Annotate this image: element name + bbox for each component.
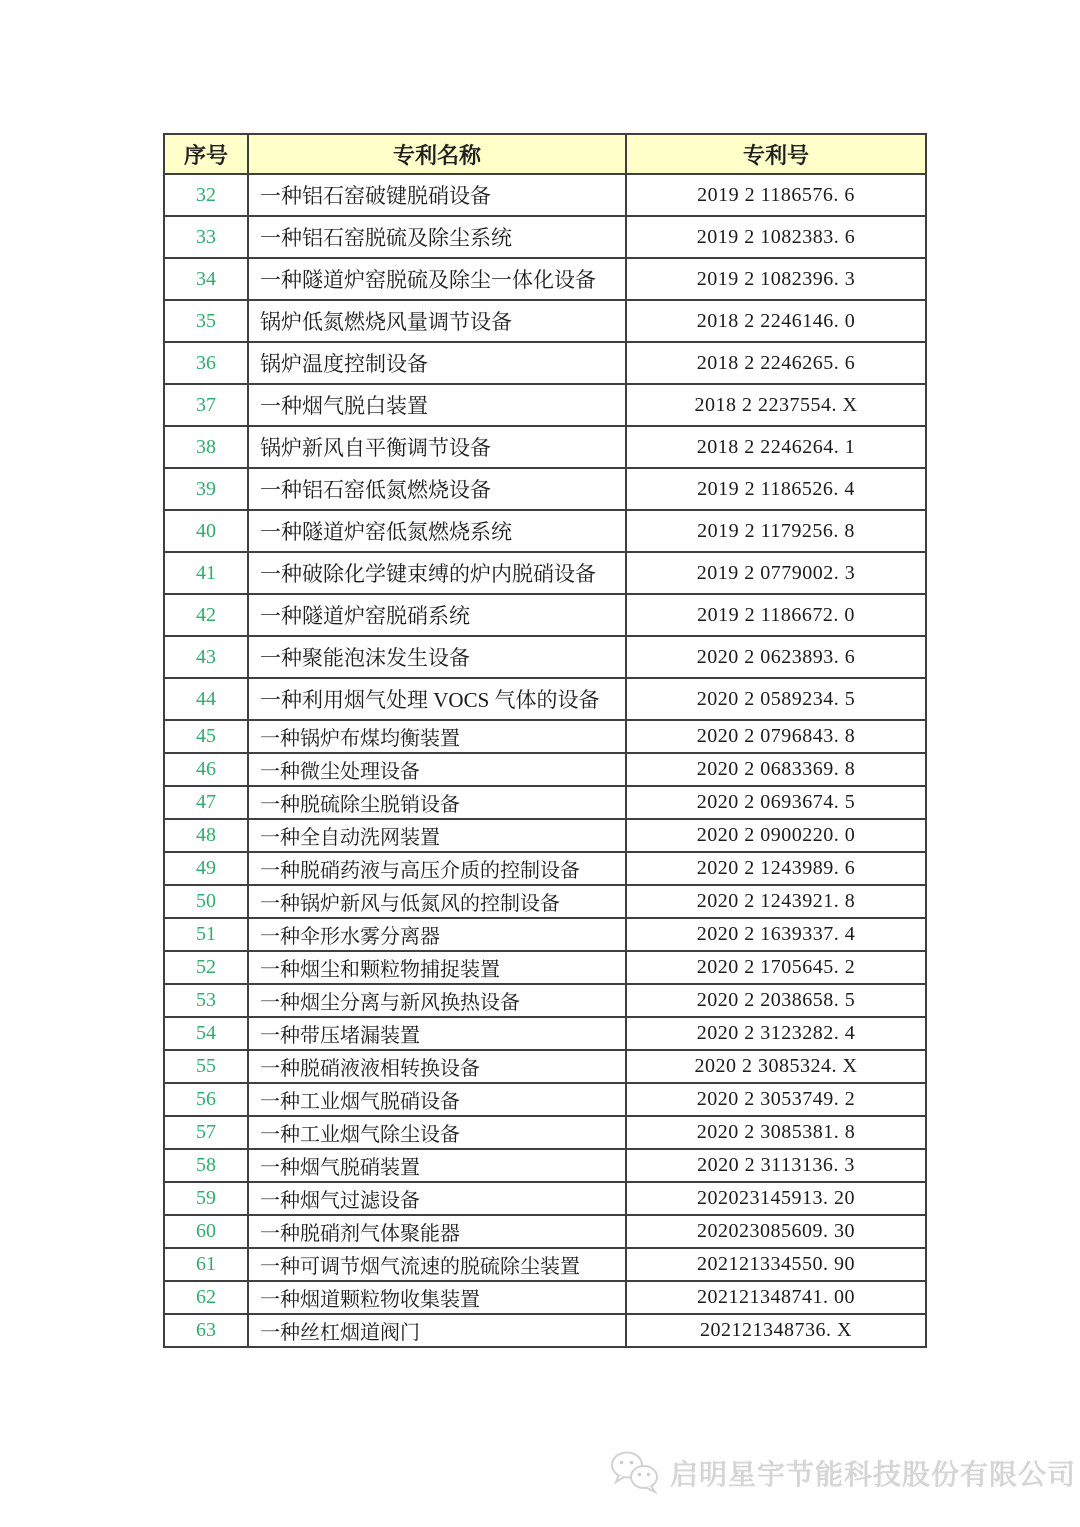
row-number: 50 <box>164 885 248 918</box>
patent-number: 2019 2 0779002. 3 <box>626 552 926 594</box>
table-row <box>164 174 926 216</box>
header-patent-number: 专利号 <box>626 134 926 174</box>
table-row <box>164 1116 926 1149</box>
table-row <box>164 1083 926 1116</box>
table-row <box>164 1017 926 1050</box>
table-row <box>164 1050 926 1083</box>
patent-name: 一种铝石窑低氮燃烧设备 <box>248 468 626 510</box>
patent-table-body <box>164 174 926 1347</box>
patent-number: 202121334550. 90 <box>626 1248 926 1281</box>
table-row <box>164 951 926 984</box>
patent-name: 一种烟气脱硝装置 <box>248 1149 626 1182</box>
patent-number: 2020 2 3085324. X <box>626 1050 926 1083</box>
patent-number: 2019 2 1186672. 0 <box>626 594 926 636</box>
row-number: 39 <box>164 468 248 510</box>
patent-number: 2020 2 1639337. 4 <box>626 918 926 951</box>
patent-name: 一种利用烟气处理 VOCS 气体的设备 <box>248 678 626 720</box>
patent-number: 2020 2 1705645. 2 <box>626 951 926 984</box>
patent-number: 2020 2 0683369. 8 <box>626 753 926 786</box>
patent-number: 2020 2 1243989. 6 <box>626 852 926 885</box>
patent-number: 2020 2 1243921. 8 <box>626 885 926 918</box>
patent-name: 一种铝石窑破键脱硝设备 <box>248 174 626 216</box>
patent-name: 一种烟道颗粒物收集装置 <box>248 1281 626 1314</box>
patent-name: 一种烟尘和颗粒物捕捉装置 <box>248 951 626 984</box>
patent-name: 一种脱硝液液相转换设备 <box>248 1050 626 1083</box>
header-row <box>164 134 926 174</box>
patent-name: 一种锅炉布煤均衡装置 <box>248 720 626 753</box>
patent-name: 一种工业烟气脱硝设备 <box>248 1083 626 1116</box>
table-row <box>164 300 926 342</box>
row-number: 58 <box>164 1149 248 1182</box>
table-row <box>164 918 926 951</box>
table-row <box>164 852 926 885</box>
patent-number: 2018 2 2246265. 6 <box>626 342 926 384</box>
patent-name: 一种隧道炉窑脱硝系统 <box>248 594 626 636</box>
patent-number: 2020 2 3085381. 8 <box>626 1116 926 1149</box>
row-number: 33 <box>164 216 248 258</box>
table-row <box>164 216 926 258</box>
footer-watermark <box>610 1450 1076 1496</box>
patent-name: 一种隧道炉窑低氮燃烧系统 <box>248 510 626 552</box>
table-row <box>164 1182 926 1215</box>
patent-name: 一种聚能泡沫发生设备 <box>248 636 626 678</box>
row-number: 34 <box>164 258 248 300</box>
patent-name: 一种可调节烟气流速的脱硫除尘装置 <box>248 1248 626 1281</box>
table-row <box>164 426 926 468</box>
patent-number: 2018 2 2246264. 1 <box>626 426 926 468</box>
row-number: 56 <box>164 1083 248 1116</box>
row-number: 42 <box>164 594 248 636</box>
patent-number: 2020 2 0589234. 5 <box>626 678 926 720</box>
row-number: 59 <box>164 1182 248 1215</box>
patent-name: 一种丝杠烟道阀门 <box>248 1314 626 1347</box>
patent-number: 2020 2 3123282. 4 <box>626 1017 926 1050</box>
header-patent-name: 专利名称 <box>248 134 626 174</box>
table-row <box>164 636 926 678</box>
patent-table <box>163 133 927 1348</box>
patent-name: 一种脱硝剂气体聚能器 <box>248 1215 626 1248</box>
table-row <box>164 258 926 300</box>
row-number: 48 <box>164 819 248 852</box>
patent-name: 一种烟气过滤设备 <box>248 1182 626 1215</box>
table-row <box>164 1215 926 1248</box>
patent-number: 2018 2 2237554. X <box>626 384 926 426</box>
table-row <box>164 342 926 384</box>
row-number: 32 <box>164 174 248 216</box>
patent-number: 2020 2 0796843. 8 <box>626 720 926 753</box>
wechat-logo-icon <box>610 1450 662 1496</box>
row-number: 52 <box>164 951 248 984</box>
patent-number: 202121348736. X <box>626 1314 926 1347</box>
patent-number: 2020 2 2038658. 5 <box>626 984 926 1017</box>
patent-number: 2020 2 0623893. 6 <box>626 636 926 678</box>
row-number: 60 <box>164 1215 248 1248</box>
patent-name: 锅炉温度控制设备 <box>248 342 626 384</box>
patent-name: 一种烟气脱白装置 <box>248 384 626 426</box>
patent-name: 一种脱硫除尘脱销设备 <box>248 786 626 819</box>
table-row <box>164 720 926 753</box>
row-number: 41 <box>164 552 248 594</box>
row-number: 62 <box>164 1281 248 1314</box>
row-number: 47 <box>164 786 248 819</box>
row-number: 54 <box>164 1017 248 1050</box>
table-row <box>164 819 926 852</box>
row-number: 37 <box>164 384 248 426</box>
table-row <box>164 1248 926 1281</box>
table-row <box>164 594 926 636</box>
row-number: 38 <box>164 426 248 468</box>
table-row <box>164 552 926 594</box>
row-number: 49 <box>164 852 248 885</box>
patent-number: 2020 2 0900220. 0 <box>626 819 926 852</box>
patent-number: 2020 2 3053749. 2 <box>626 1083 926 1116</box>
table-row <box>164 1281 926 1314</box>
patent-name: 一种脱硝药液与高压介质的控制设备 <box>248 852 626 885</box>
table-row <box>164 753 926 786</box>
patent-name: 锅炉低氮燃烧风量调节设备 <box>248 300 626 342</box>
row-number: 63 <box>164 1314 248 1347</box>
row-number: 61 <box>164 1248 248 1281</box>
patent-name: 一种破除化学键束缚的炉内脱硝设备 <box>248 552 626 594</box>
patent-number: 2019 2 1186526. 4 <box>626 468 926 510</box>
row-number: 45 <box>164 720 248 753</box>
row-number: 43 <box>164 636 248 678</box>
table-row <box>164 1149 926 1182</box>
patent-name: 一种工业烟气除尘设备 <box>248 1116 626 1149</box>
row-number: 36 <box>164 342 248 384</box>
patent-number: 202121348741. 00 <box>626 1281 926 1314</box>
patent-name: 一种全自动洗网装置 <box>248 819 626 852</box>
company-name: 启明星宇节能科技股份有限公司 <box>670 1460 1077 1491</box>
table-row <box>164 468 926 510</box>
row-number: 51 <box>164 918 248 951</box>
table-row <box>164 984 926 1017</box>
row-number: 57 <box>164 1116 248 1149</box>
patent-table-header <box>164 134 926 174</box>
patent-number: 2019 2 1186576. 6 <box>626 174 926 216</box>
patent-number: 2020 2 0693674. 5 <box>626 786 926 819</box>
row-number: 40 <box>164 510 248 552</box>
patent-name: 锅炉新风自平衡调节设备 <box>248 426 626 468</box>
row-number: 46 <box>164 753 248 786</box>
row-number: 35 <box>164 300 248 342</box>
patent-number: 202023145913. 20 <box>626 1182 926 1215</box>
patent-number: 2018 2 2246146. 0 <box>626 300 926 342</box>
patent-number: 202023085609. 30 <box>626 1215 926 1248</box>
table-row <box>164 1314 926 1347</box>
patent-number: 2020 2 3113136. 3 <box>626 1149 926 1182</box>
patent-number: 2019 2 1082383. 6 <box>626 216 926 258</box>
patent-name: 一种带压堵漏装置 <box>248 1017 626 1050</box>
header-index: 序号 <box>164 134 248 174</box>
table-row <box>164 786 926 819</box>
patent-number: 2019 2 1179256. 8 <box>626 510 926 552</box>
table-row <box>164 510 926 552</box>
patent-name: 一种伞形水雾分离器 <box>248 918 626 951</box>
patent-name: 一种烟尘分离与新风换热设备 <box>248 984 626 1017</box>
patent-name: 一种铝石窑脱硫及除尘系统 <box>248 216 626 258</box>
row-number: 53 <box>164 984 248 1017</box>
patent-name: 一种微尘处理设备 <box>248 753 626 786</box>
table-row <box>164 384 926 426</box>
patent-number: 2019 2 1082396. 3 <box>626 258 926 300</box>
table-row <box>164 678 926 720</box>
row-number: 55 <box>164 1050 248 1083</box>
row-number: 44 <box>164 678 248 720</box>
patent-name: 一种隧道炉窑脱硫及除尘一体化设备 <box>248 258 626 300</box>
table-row <box>164 885 926 918</box>
patent-name: 一种锅炉新风与低氮风的控制设备 <box>248 885 626 918</box>
